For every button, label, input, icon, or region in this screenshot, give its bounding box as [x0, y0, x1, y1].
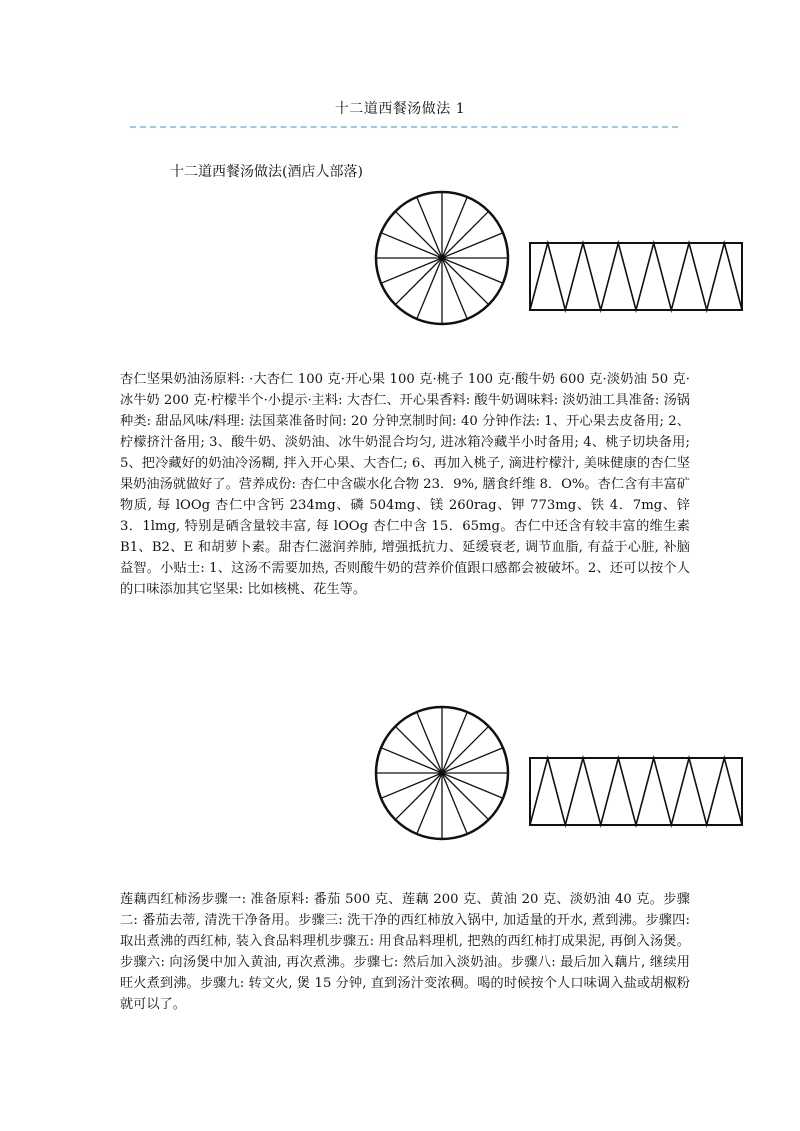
decorative-figure-1: [370, 190, 746, 330]
article-paragraph-2: 莲藕西红柿汤步骤一: 准备原料: 番茄 500 克、莲藕 200 克、黄油 20 克、淡奶油 40 克。步骤二: 番茄去蒂, 清洗干净备用。步骤三: 洗干净的西红柿放入锅中, 加适量的开水, 煮到沸。步骤四: 取出煮沸的西红柿, 装入食品料理机步骤五: 用食品料理机, 把熟的西红柿打成果泥, 再倒入汤煲。步骤六: 向汤煲中加入黄油, 再次煮沸。步骤七: 然后加入淡奶油。步骤八: 最后加入藕片, 继续用旺火煮到沸。步骤九: 转文火, 煲 15 分钟, 直到汤汁变浓稠。喝的时候按个人口味调入盐或胡椒粉就可以了。: [120, 892, 690, 1012]
wheel-spoke: [395, 211, 442, 258]
page-title: 十二道西餐汤做法 1: [334, 101, 466, 117]
article-paragraph-1: 杏仁坚果奶油汤原料: ·大杏仁 100 克·开心果 100 克·桃子 100 克·酸牛奶 600 克·淡奶油 50 克·冰牛奶 200 克·柠檬半个·小提示·主料: 大杏仁、开心果香料: 酸牛奶调味料: 淡奶油工具准备: 汤锅种类: 甜品风味/料理: 法国菜准备时间: 20 分钟烹制时间: 40 分钟作法: 1、开心果去皮备用; 2、柠檬挤汁备用; 3、酸牛奶、淡奶油、冰牛奶混合均匀, 进冰箱冷藏半小时备用; 4、桃子切块备用; 5、把冷藏好的奶油冷汤糊, 拌入开心果、大杏仁; 6、再加入桃子, 滴进柠檬汁, 美味健康的杏仁坚果奶油汤就做好了。营养成份: 杏仁中含碳水化合物 23．9%, 膳食纤维 8．O%。杏仁含有丰富矿物质, 每 lOOg 杏仁中含钙 234mg、磷 504mg、镁 260rag、钾 773mg、铁 4．7mg、锌 3．1lmg, 特别是硒含量较丰富, 每 lOOg 杏仁中含 15．65mg。杏仁中还含有较丰富的维生素 B1、B2、E 和胡萝卜素。甜杏仁滋润养肺, 增强抵抗力、延缓衰老, 调节血脂, 有益于心脏, 补脑益智。小贴士: 1、这汤不需要加热, 否则酸牛奶的营养价值跟口感都会被破坏。2、还可以按个人的口味添加其它坚果: 比如核桃、花生等。: [120, 372, 690, 597]
wheel-spoke: [395, 726, 442, 773]
zigzag-line: [530, 758, 742, 825]
zigzag-line: [530, 243, 742, 310]
wheel-spoke: [395, 773, 442, 820]
wheel-zigzag-graphic: [370, 190, 746, 330]
zigzag-frame: [530, 243, 742, 310]
wheel-spoke: [395, 258, 442, 305]
wheel-spoke: [442, 726, 489, 773]
article-subtitle: 十二道西餐汤做法(酒店人部落): [170, 164, 363, 180]
wheel-spoke: [442, 211, 489, 258]
decorative-figure-2: [370, 705, 746, 845]
wheel-spoke: [442, 773, 489, 820]
wheel-spoke: [442, 258, 489, 305]
zigzag-frame: [530, 758, 742, 825]
wheel-zigzag-graphic: [370, 705, 746, 845]
title-divider: [130, 126, 678, 128]
